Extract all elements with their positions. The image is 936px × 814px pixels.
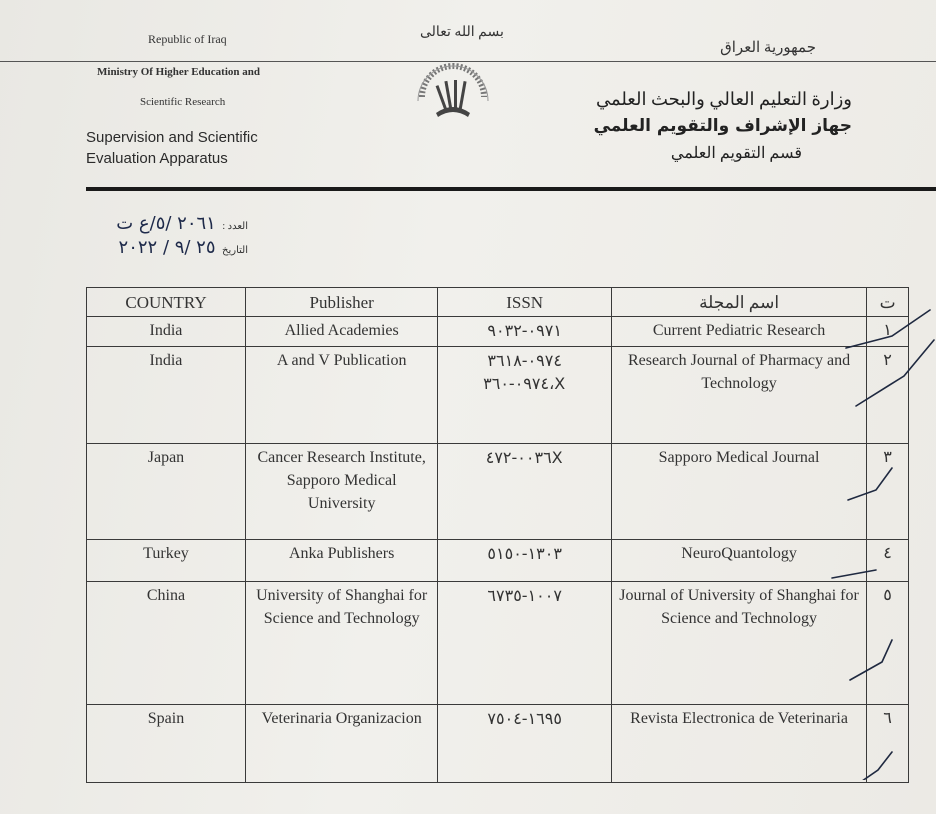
cell-journal-title: Sapporo Medical Journal [611, 444, 866, 540]
cell-issn: ٠٩٧١-٩٠٣٢ [438, 317, 612, 347]
cell-issn: ١٣٠٣-٥١٥٠ [438, 540, 612, 582]
cell-journal-title: NeuroQuantology [611, 540, 866, 582]
apparatus-name-en-line2: Evaluation Apparatus [86, 150, 228, 167]
reference-date-row [58, 236, 248, 263]
table-row [87, 317, 909, 347]
header-journal-title: اسم المجلة [611, 288, 866, 317]
letterhead-rule [86, 187, 936, 191]
cell-row-number: ٤ [867, 540, 909, 582]
country-name-en: Republic of Iraq [148, 32, 227, 46]
department-name-ar: قسم التقويم العلمي [670, 145, 802, 162]
cell-row-number: ٦ [867, 705, 909, 783]
cell-country: India [87, 347, 246, 444]
cell-publisher: A and V Publication [245, 347, 437, 444]
ministry-name-ar-line: وزارة التعليم العالي والبحث العلمي [595, 89, 852, 109]
cell-journal-title: Current Pediatric Research [611, 317, 866, 347]
cell-country: Turkey [87, 540, 246, 582]
header-country: COUNTRY [87, 288, 246, 317]
table-header-row [87, 288, 909, 317]
ministry-name-ar [594, 86, 852, 167]
reference-number-value: ت ع/٥/ ٢٠٦١ [116, 213, 216, 234]
cell-journal-title: Research Journal of Pharmacy and Technology [611, 347, 866, 444]
header-publisher: Publisher [245, 288, 437, 317]
cell-publisher: University of Shanghai for Science and Technology [245, 582, 437, 705]
country-name-ar: جمهورية العراق [720, 40, 816, 56]
reference-date-label: التاريخ [222, 245, 248, 256]
cell-row-number: ٥ [867, 582, 909, 705]
cell-issn: ٠٩٧٤-٣٦١٨ ،٠٩٧٤-٣٦٠X [438, 347, 612, 444]
table-row [87, 444, 909, 540]
header-row-number: ت [867, 288, 909, 317]
cell-publisher: Cancer Research Institute, Sapporo Medical University [245, 444, 437, 540]
ministry-name-en-line1: Ministry Of Higher Education and [97, 66, 260, 78]
table-row [87, 582, 909, 705]
cell-row-number: ٢ [867, 347, 909, 444]
table-row [87, 705, 909, 783]
reference-number-row [58, 212, 248, 239]
cell-country: India [87, 317, 246, 347]
cell-country: Spain [87, 705, 246, 783]
apparatus-name-ar: جهاز الإشراف والتقويم العلمي [593, 116, 852, 136]
basmala-text: بسم الله تعالى [420, 25, 504, 40]
cell-publisher: Anka Publishers [245, 540, 437, 582]
cell-country: Japan [87, 444, 246, 540]
apparatus-name-en [86, 127, 258, 169]
reference-number-label: العدد : [222, 221, 248, 232]
cell-publisher: Allied Academies [245, 317, 437, 347]
cell-journal-title: Journal of University of Shanghai for Science and Technology [611, 582, 866, 705]
cell-issn: ١٠٠٧-٦٧٣٥ [438, 582, 612, 705]
table-row [87, 540, 909, 582]
cell-country: China [87, 582, 246, 705]
cell-issn: ١٦٩٥-٧٥٠٤ [438, 705, 612, 783]
cell-issn: ٠٠٣٦-٤٧٢X [438, 444, 612, 540]
header-issn: ISSN [438, 288, 612, 317]
ministry-name-en-line2: Scientific Research [140, 96, 226, 108]
table-row [87, 347, 909, 444]
ministry-seal-icon [410, 57, 496, 137]
journal-table [86, 287, 909, 783]
apparatus-name-en-line1: Supervision and Scientific [86, 129, 258, 146]
cell-row-number: ١ [867, 317, 909, 347]
cell-journal-title: Revista Electronica de Veterinaria [611, 705, 866, 783]
reference-date-value: ٢٠٢٢ / ٩/ ٢٥ [118, 237, 216, 258]
cell-row-number: ٣ [867, 444, 909, 540]
cell-publisher: Veterinaria Organizacion [245, 705, 437, 783]
